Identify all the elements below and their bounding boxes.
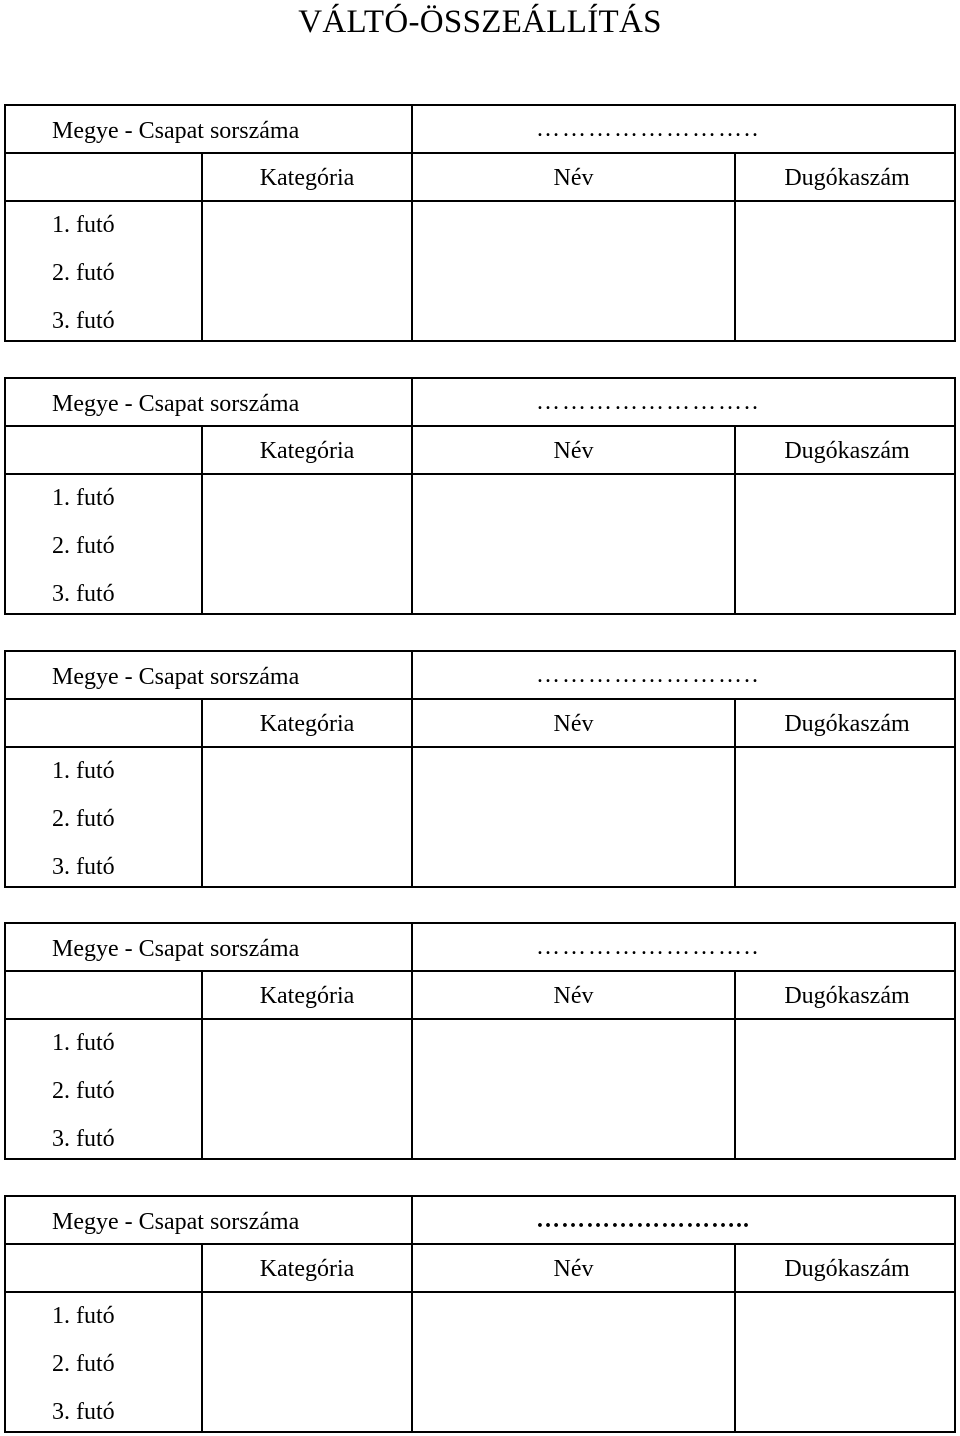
- runner-label: 1. futó: [52, 758, 115, 784]
- column-header-name: Név: [553, 1256, 594, 1282]
- relay-team-table: [4, 922, 956, 1160]
- relay-team-table: [4, 104, 956, 342]
- runner-label: 2. futó: [52, 1078, 115, 1104]
- row-divider: [6, 425, 954, 427]
- team-number-field[interactable]: ……………………..: [536, 116, 760, 142]
- column-header-name: Név: [553, 983, 594, 1009]
- runner-label: 3. futó: [52, 1126, 115, 1152]
- runner-label: 2. futó: [52, 1351, 115, 1377]
- runner-label: 3. futó: [52, 1399, 115, 1425]
- row-divider: [6, 200, 954, 202]
- column-header-category: Kategória: [259, 983, 355, 1009]
- column-divider: [411, 924, 413, 1158]
- runner-label: 2. futó: [52, 260, 115, 286]
- runner-label: 3. futó: [52, 581, 115, 607]
- column-divider: [411, 652, 413, 886]
- page-title: VÁLTÓ-ÖSSZEÁLLÍTÁS: [298, 4, 662, 40]
- runner-label: 1. futó: [52, 1030, 115, 1056]
- runner-label: 3. futó: [52, 308, 115, 334]
- team-number-label: Megye - Csapat sorszáma: [52, 936, 300, 962]
- column-header-category: Kategória: [259, 165, 355, 191]
- column-header-chip-number: Dugókaszám: [784, 983, 910, 1009]
- runner-label: 2. futó: [52, 533, 115, 559]
- row-divider: [6, 970, 954, 972]
- column-header-category: Kategória: [259, 711, 355, 737]
- relay-team-table: [4, 377, 956, 615]
- column-divider: [411, 106, 413, 340]
- row-divider: [6, 152, 954, 154]
- team-number-field[interactable]: ……………………..: [536, 389, 760, 415]
- column-header-category: Kategória: [259, 438, 355, 464]
- runner-label: 1. futó: [52, 212, 115, 238]
- relay-team-table: [4, 650, 956, 888]
- runner-label: 1. futó: [52, 1303, 115, 1329]
- runner-label: 3. futó: [52, 854, 115, 880]
- row-divider: [6, 1291, 954, 1293]
- column-header-name: Név: [553, 711, 594, 737]
- column-header-chip-number: Dugókaszám: [784, 165, 910, 191]
- row-divider: [6, 473, 954, 475]
- column-divider: [411, 379, 413, 613]
- runner-label: 2. futó: [52, 806, 115, 832]
- team-number-label: Megye - Csapat sorszáma: [52, 391, 300, 417]
- column-header-chip-number: Dugókaszám: [784, 711, 910, 737]
- team-number-label: Megye - Csapat sorszáma: [52, 664, 300, 690]
- team-number-field[interactable]: ……………………..: [536, 934, 760, 960]
- column-divider: [411, 1197, 413, 1431]
- column-header-chip-number: Dugókaszám: [784, 1256, 910, 1282]
- row-divider: [6, 746, 954, 748]
- team-number-label: Megye - Csapat sorszáma: [52, 1209, 300, 1235]
- row-divider: [6, 1243, 954, 1245]
- column-header-category: Kategória: [259, 1256, 355, 1282]
- column-header-chip-number: Dugókaszám: [784, 438, 910, 464]
- team-number-field[interactable]: ……………………..: [536, 1207, 750, 1233]
- column-header-name: Név: [553, 165, 594, 191]
- row-divider: [6, 698, 954, 700]
- column-header-name: Név: [553, 438, 594, 464]
- team-number-field[interactable]: ……………………..: [536, 662, 760, 688]
- row-divider: [6, 1018, 954, 1020]
- team-number-label: Megye - Csapat sorszáma: [52, 118, 300, 144]
- runner-label: 1. futó: [52, 485, 115, 511]
- relay-team-table: [4, 1195, 956, 1433]
